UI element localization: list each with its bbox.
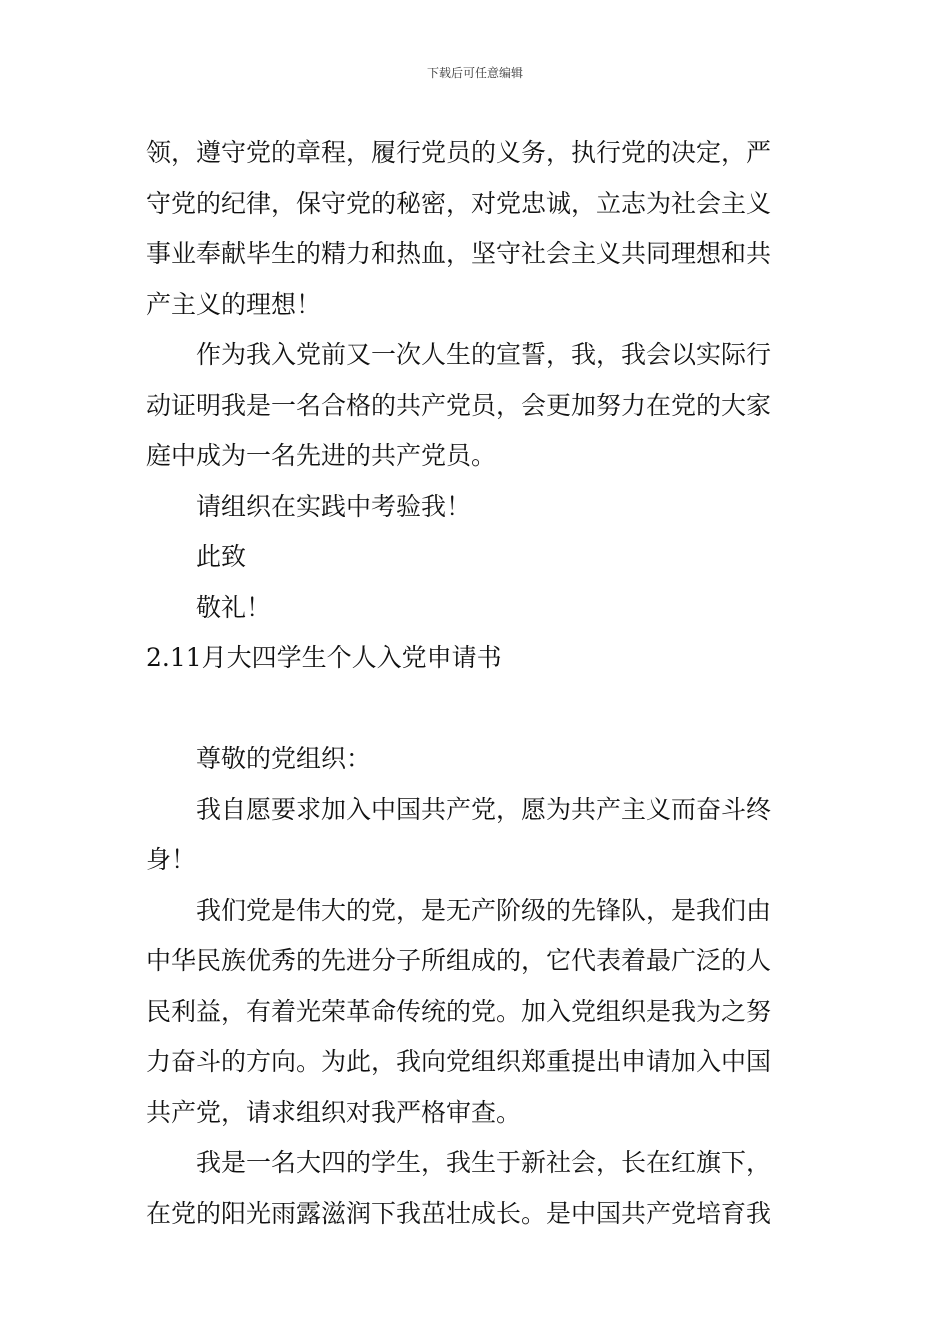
paragraph-line: 庭中成为一名先进的共产党员。 [146, 441, 497, 470]
page-header: 下载后可任意编辑 [426, 66, 523, 80]
paragraph-line: 守党的纪律，保守党的秘密，对党忠诚，立志为社会主义 [146, 188, 772, 218]
paragraph-line: 领，遵守党的章程，履行党员的义务，执行党的决定，严 [146, 138, 772, 167]
salutation: 尊敬的党组织： [196, 744, 372, 773]
section-title: 2.11月大四学生个人入党申请书 [146, 643, 502, 672]
paragraph-line: 事业奉献毕生的精力和热血，坚守社会主义共同理想和共 [146, 239, 772, 268]
paragraph-line: 共产党，请求组织对我严格审查。 [146, 1097, 522, 1127]
paragraph-line: 产主义的理想！ [146, 289, 322, 319]
paragraph-line: 我是一名大四的学生，我生于新社会，长在红旗下， [196, 1148, 772, 1177]
paragraph-line: 民利益，有着光荣革命传统的党。加入党组织是我为之努 [146, 996, 772, 1026]
paragraph-line: 在党的阳光雨露滋润下我茁壮成长。是中国共产党培育我 [146, 1198, 772, 1228]
paragraph-line: 身！ [146, 845, 197, 874]
closing-line: 敬礼！ [196, 592, 272, 622]
paragraph-line: 动证明我是一名合格的共产党员，会更加努力在党的大家 [146, 390, 772, 420]
paragraph-line: 请组织在实践中考验我！ [196, 491, 472, 521]
paragraph-line: 作为我入党前又一次人生的宣誓，我，我会以实际行 [196, 340, 772, 369]
paragraph-line: 中华民族优秀的先进分子所组成的，它代表着最广泛的人 [146, 946, 772, 975]
document-body [146, 128, 810, 1239]
paragraph-line: 力奋斗的方向。为此，我向党组织郑重提出申请加入中国 [146, 1047, 772, 1076]
paragraph-line: 我们党是伟大的党，是无产阶级的先锋队，是我们由 [196, 895, 772, 925]
paragraph-line: 我自愿要求加入中国共产党，愿为共产主义而奋斗终 [196, 794, 772, 824]
closing-line: 此致 [196, 542, 247, 571]
blank-line [146, 684, 810, 735]
